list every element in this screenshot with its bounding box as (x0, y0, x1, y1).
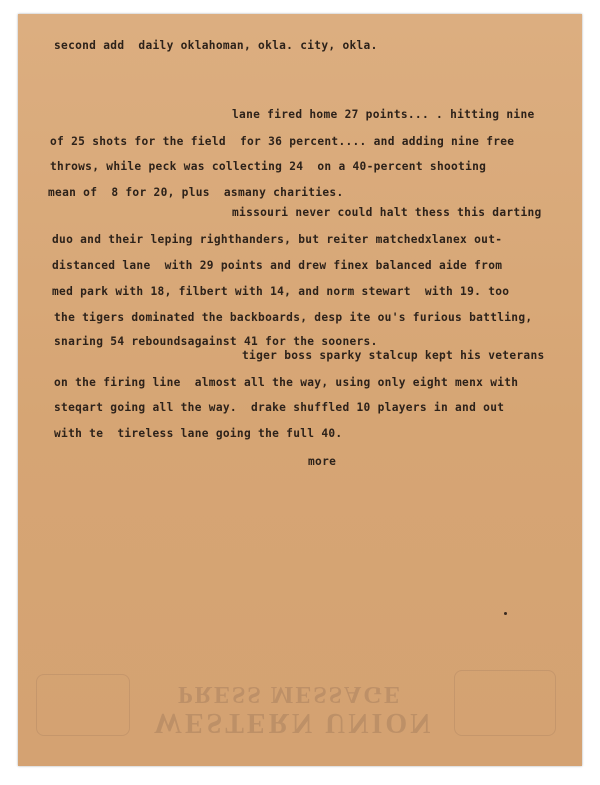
watermark-press-message: PRESS MESSAGE (178, 681, 403, 707)
body-line: med park with 18, filbert with 14, and norm stewart with 19. too (52, 285, 510, 298)
watermark-western-union: WESTERN UNION (154, 707, 434, 738)
body-line: snaring 54 reboundsagainst 41 for the sooners. (54, 335, 378, 348)
watermark-box-left (36, 674, 130, 736)
body-line: mean of 8 for 20, plus asmany charities. (48, 186, 344, 199)
ink-dot (504, 612, 507, 615)
body-line: throws, while peck was collecting 24 on a 40-percent shooting (50, 160, 487, 173)
body-line: distanced lane with 29 points and drew finex balanced aide from (52, 259, 503, 272)
header-line: second add daily oklahoman, okla. city, okla. (54, 39, 378, 52)
body-line: the tigers dominated the backboards, desp ite ou's furious battling, (54, 311, 533, 324)
body-line: lane fired home 27 points... . hitting nine (232, 108, 535, 121)
body-line: tiger boss sparky stalcup kept his veterans (242, 349, 545, 362)
body-line: steqart going all the way. drake shuffled 10 players in and out (54, 401, 505, 414)
body-line: with te tireless lane going the full 40. (54, 427, 343, 440)
body-line: duo and their leping righthanders, but reiter matchedxlanex out- (52, 233, 503, 246)
body-line: on the firing line almost all the way, using only eight menx with (54, 376, 519, 389)
body-line: of 25 shots for the field for 36 percent.... and adding nine free (50, 135, 515, 148)
footer-more: more (308, 455, 337, 468)
body-line: missouri never could halt thess this darting (232, 206, 542, 219)
telegram-sheet (18, 14, 582, 766)
watermark-box-right (454, 670, 556, 736)
